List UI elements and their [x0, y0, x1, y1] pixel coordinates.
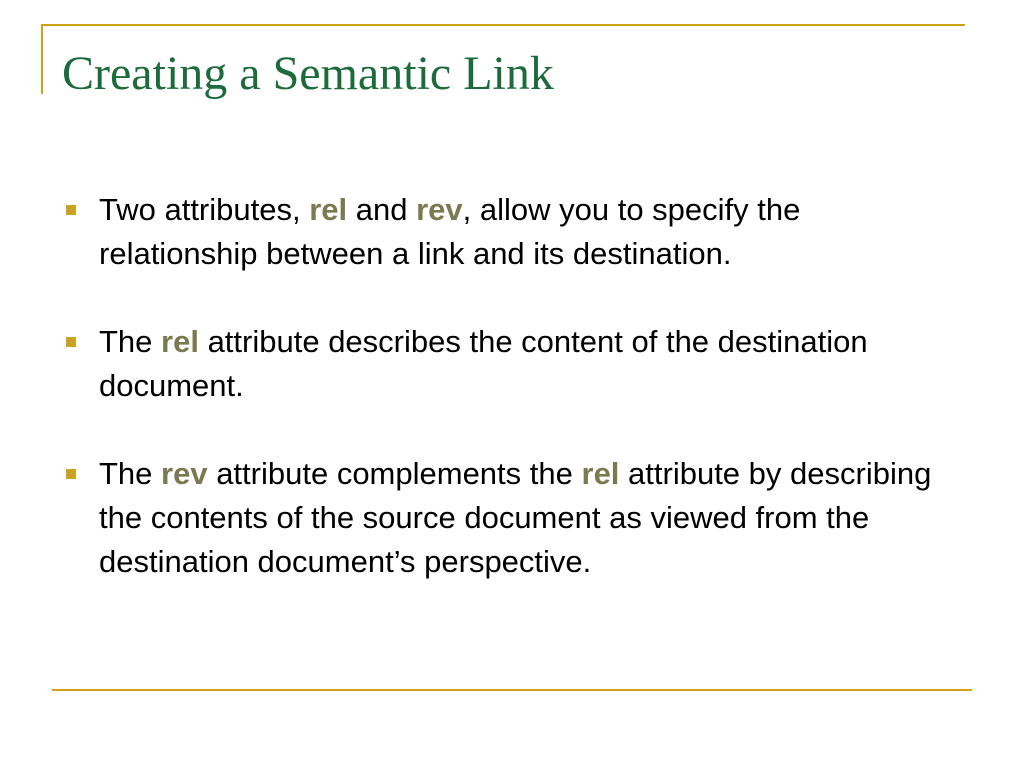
bullet-item	[62, 188, 962, 276]
bullet-item	[62, 320, 962, 408]
square-bullet-icon	[66, 205, 76, 215]
bullet-text-segment: and	[347, 192, 417, 227]
bullet-text-segment: attribute describes the content of the destination document.	[99, 324, 868, 403]
keyword-rel: rel	[161, 324, 199, 359]
square-bullet-icon	[66, 337, 76, 347]
bullet-list	[62, 188, 962, 628]
square-bullet-icon	[66, 469, 76, 479]
title-frame-top-rule	[41, 24, 965, 26]
keyword-rev: rev	[161, 456, 208, 491]
keyword-rev: rev	[416, 192, 463, 227]
bullet-text-segment: The	[99, 456, 162, 491]
bullet-text-segment: attribute complements the	[207, 456, 582, 491]
bullet-text-segment: attribute by describing the contents of the source document as viewed from the destination document’s perspective.	[99, 456, 932, 579]
bullet-text-segment: The	[99, 324, 162, 359]
keyword-rel: rel	[309, 192, 348, 227]
title-frame-left-rule	[41, 24, 43, 94]
slide-title: Creating a Semantic Link	[62, 47, 554, 100]
bullet-text-segment: , allow you to specify the relationship between a link and its destination.	[99, 192, 801, 271]
bullet-item	[62, 452, 962, 584]
footer-rule	[52, 689, 972, 691]
bullet-text-segment: Two attributes,	[99, 192, 310, 227]
keyword-rel: rel	[581, 456, 620, 491]
